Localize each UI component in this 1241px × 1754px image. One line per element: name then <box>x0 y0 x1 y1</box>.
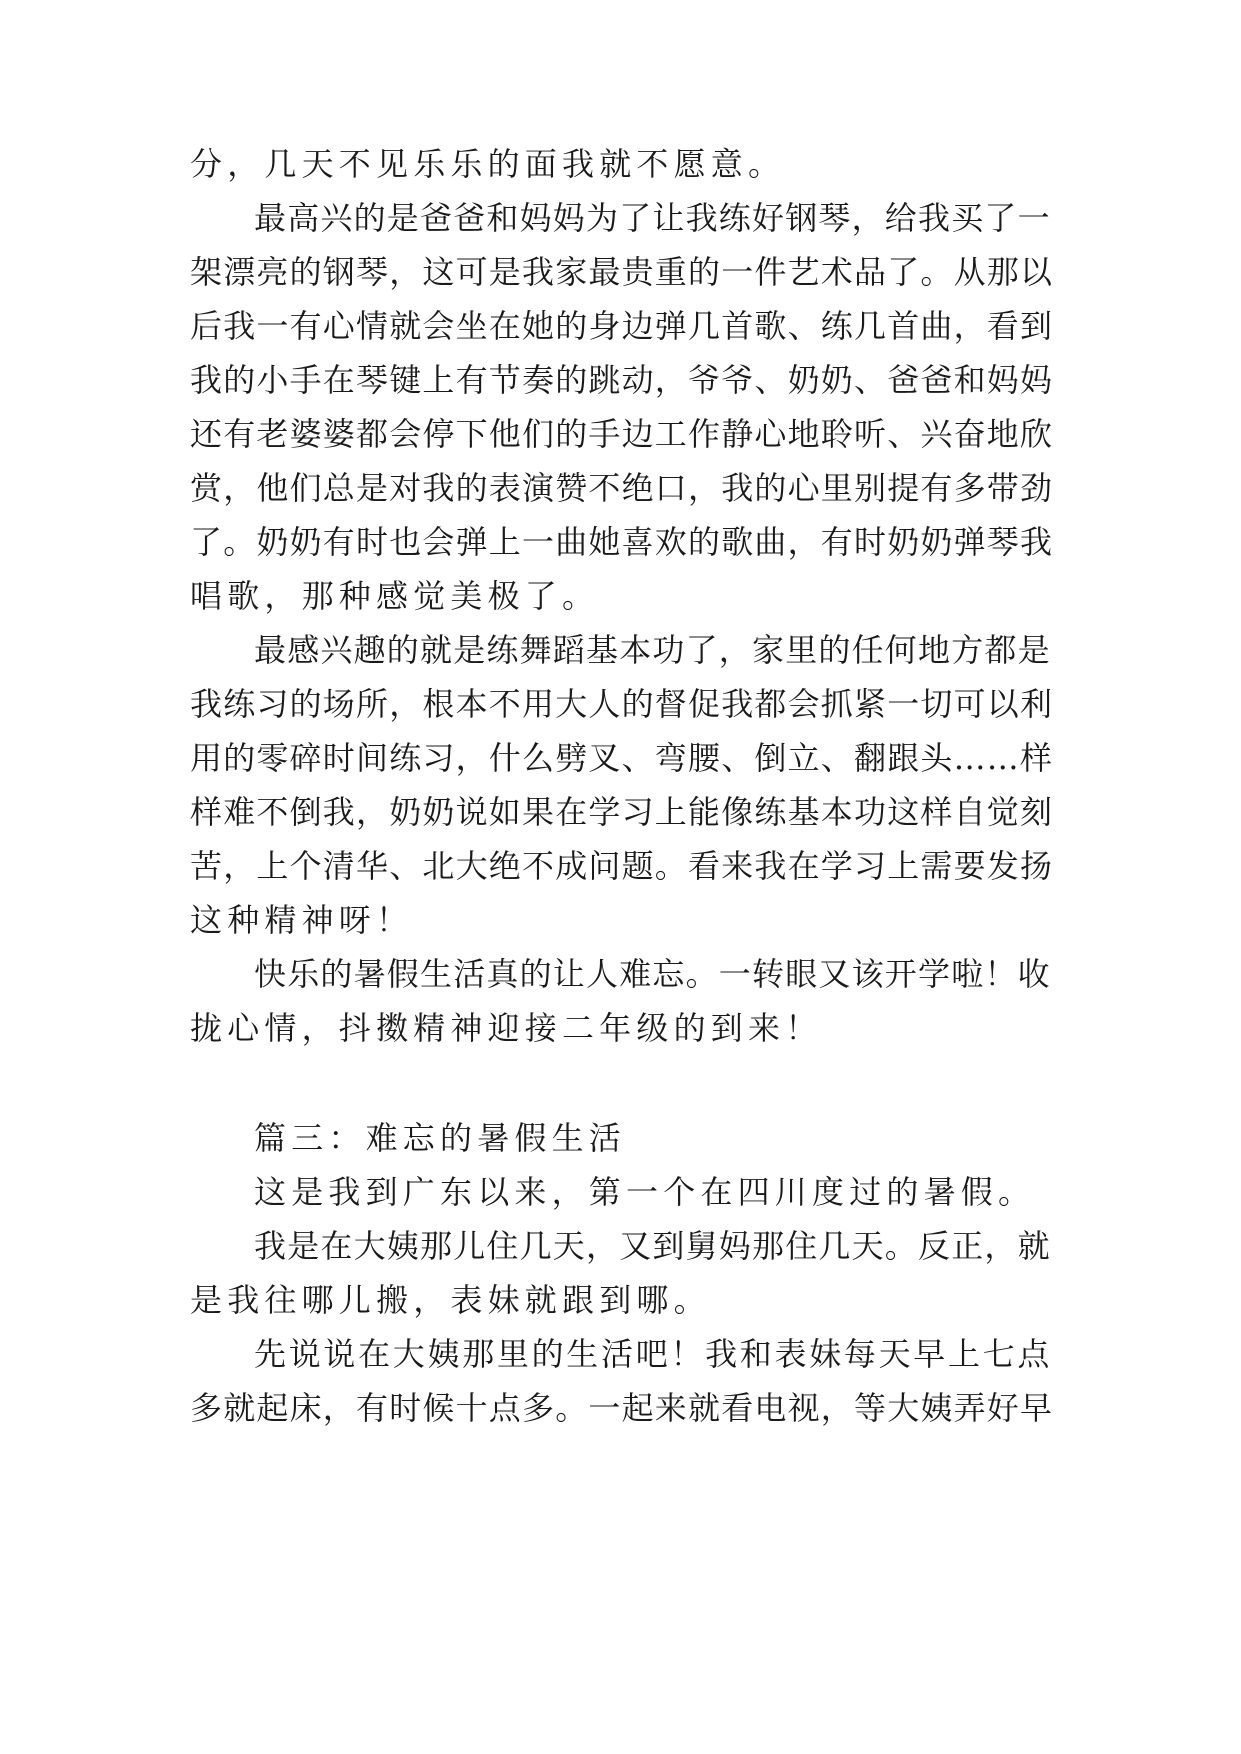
paragraph-start-line: 先说说在大姨那里的生活吧！我和表妹每天早上七点 <box>254 1335 1053 1373</box>
text-line: 我练习的场所，根本不用大人的督促我都会抓紧一切可以利 <box>190 685 1054 723</box>
paragraph-start-line: 最感兴趣的就是练舞蹈基本功了，家里的任何地方都是 <box>254 631 1051 669</box>
section-heading: 篇三：难忘的暑假生活 <box>254 1119 627 1157</box>
text-line: 我的小手在琴键上有节奏的跳动，爷爷、奶奶、爸爸和妈妈 <box>190 361 1054 399</box>
text-line: 用的零碎时间练习，什么劈叉、弯腰、倒立、翻跟头……样 <box>190 739 1054 777</box>
text-line: 拢心情，抖擞精神迎接二年级的到来！ <box>190 1009 823 1047</box>
text-line: 样难不倒我，奶奶说如果在学习上能像练基本功这样自觉刻 <box>190 793 1054 831</box>
text-line: 多就起床，有时候十点多。一起来就看电视，等大姨弄好早 <box>190 1389 1054 1427</box>
paragraph-start-line: 我是在大姨那儿住几天，又到舅妈那住几天。反正，就 <box>254 1227 1051 1265</box>
paragraph-start-line: 这是我到广东以来，第一个在四川度过的暑假。 <box>254 1173 1036 1211</box>
text-line: 赏，他们总是对我的表演赞不绝口，我的心里别提有多带劲 <box>190 469 1054 507</box>
paragraph-start-line: 最高兴的是爸爸和妈妈为了让我练好钢琴，给我买了一 <box>254 199 1051 237</box>
text-line: 还有老婆婆都会停下他们的手边工作静心地聆听、兴奋地欣 <box>190 415 1054 453</box>
text-line: 唱歌，那种感觉美极了。 <box>190 577 600 615</box>
text-line: 了。奶奶有时也会弹上一曲她喜欢的歌曲，有时奶奶弹琴我 <box>190 523 1054 561</box>
text-line: 这种精神呀！ <box>190 901 414 939</box>
text-line: 后我一有心情就会坐在她的身边弹几首歌、练几首曲，看到 <box>190 307 1054 345</box>
text-line: 苦，上个清华、北大绝不成问题。看来我在学习上需要发扬 <box>190 847 1054 885</box>
text-line: 分，几天不见乐乐的面我就不愿意。 <box>190 145 786 183</box>
paragraph-start-line: 快乐的暑假生活真的让人难忘。一转眼又该开学啦！收 <box>254 955 1051 993</box>
text-line: 架漂亮的钢琴，这可是我家最贵重的一件艺术品了。从那以 <box>190 253 1054 291</box>
text-line: 是我往哪儿搬，表妹就跟到哪。 <box>190 1281 711 1319</box>
